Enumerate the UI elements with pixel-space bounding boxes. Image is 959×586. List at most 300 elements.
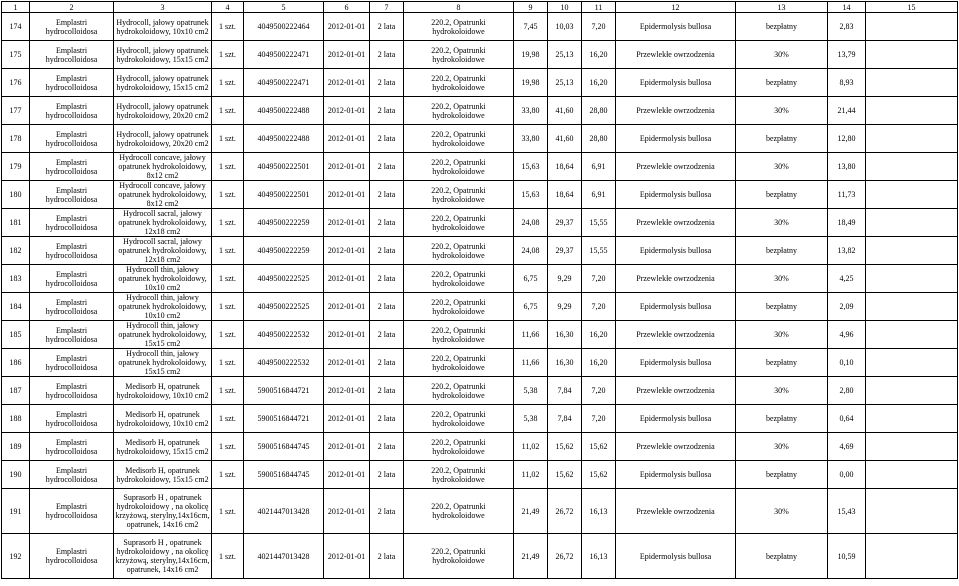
lp-cell: 191	[2, 489, 30, 534]
column-header: 9	[514, 2, 548, 13]
product-name-cell: Hydrocoll concave, jałowy opatrunek hydrokoloidowy, 8x12 cm2	[114, 153, 212, 181]
price-cell: 28,80	[582, 97, 616, 125]
payment-level-cell: bezpłatny	[736, 534, 828, 579]
payment-level-cell: bezpłatny	[736, 69, 828, 97]
package-cell: 1 szt.	[212, 13, 244, 41]
lp-cell: 179	[2, 153, 30, 181]
product-name-cell: Hydrocoll, jałowy opatrunek hydrokoloidowy, 20x20 cm2	[114, 97, 212, 125]
date-cell: 2012-01-01	[324, 377, 370, 405]
product-name-cell: Medisorb H, opatrunek hydrokoloidowy, 15x15 cm2	[114, 433, 212, 461]
indication-cell: Przewlekłe owrzodzenia	[616, 321, 736, 349]
empty-cell	[866, 125, 958, 153]
lp-cell: 182	[2, 237, 30, 265]
surcharge-cell: 0,10	[828, 349, 866, 377]
price-cell: 15,55	[582, 237, 616, 265]
period-cell: 2 lata	[370, 209, 404, 237]
indication-cell: Przewlekłe owrzodzenia	[616, 97, 736, 125]
payment-level-cell: bezpłatny	[736, 13, 828, 41]
column-header: 5	[244, 2, 324, 13]
lp-cell: 177	[2, 97, 30, 125]
surcharge-cell: 18,49	[828, 209, 866, 237]
ean-code-cell: 5900516844721	[244, 405, 324, 433]
substance-cell: Emplastri hydrocolloidosa	[30, 125, 114, 153]
surcharge-cell: 13,80	[828, 153, 866, 181]
date-cell: 2012-01-01	[324, 321, 370, 349]
product-name-cell: Hydrocoll, jałowy opatrunek hydrokoloidowy, 15x15 cm2	[114, 41, 212, 69]
price-cell: 11,02	[514, 461, 548, 489]
price-cell: 7,20	[582, 13, 616, 41]
date-cell: 2012-01-01	[324, 265, 370, 293]
date-cell: 2012-01-01	[324, 405, 370, 433]
price-cell: 15,63	[514, 153, 548, 181]
price-cell: 6,91	[582, 153, 616, 181]
price-cell: 15,55	[582, 209, 616, 237]
payment-level-cell: 30%	[736, 41, 828, 69]
table-row	[2, 534, 958, 579]
period-cell: 2 lata	[370, 181, 404, 209]
indication-cell: Przewlekłe owrzodzenia	[616, 153, 736, 181]
package-cell: 1 szt.	[212, 461, 244, 489]
ean-code-cell: 4021447013428	[244, 489, 324, 534]
column-header: 12	[616, 2, 736, 13]
limit-group-cell: 220.2, Opatrunki hydrokoloidowe	[404, 69, 514, 97]
product-name-cell: Hydrocoll thin, jałowy opatrunek hydrokoloidowy, 10x10 cm2	[114, 265, 212, 293]
period-cell: 2 lata	[370, 377, 404, 405]
date-cell: 2012-01-01	[324, 293, 370, 321]
date-cell: 2012-01-01	[324, 97, 370, 125]
price-cell: 25,13	[548, 41, 582, 69]
payment-level-cell: 30%	[736, 209, 828, 237]
surcharge-cell: 4,25	[828, 265, 866, 293]
empty-cell	[866, 321, 958, 349]
surcharge-cell: 0,64	[828, 405, 866, 433]
price-cell: 9,29	[548, 293, 582, 321]
table-row	[2, 321, 958, 349]
ean-code-cell: 4049500222501	[244, 181, 324, 209]
table-row	[2, 209, 958, 237]
lp-cell: 184	[2, 293, 30, 321]
ean-code-cell: 4049500222525	[244, 265, 324, 293]
indication-cell: Przewlekłe owrzodzenia	[616, 489, 736, 534]
empty-cell	[866, 69, 958, 97]
column-header: 15	[866, 2, 958, 13]
period-cell: 2 lata	[370, 349, 404, 377]
product-name-cell: Hydrocoll, jałowy opatrunek hydrokoloidowy, 20x20 cm2	[114, 125, 212, 153]
payment-level-cell: 30%	[736, 489, 828, 534]
substance-cell: Emplastri hydrocolloidosa	[30, 69, 114, 97]
lp-cell: 189	[2, 433, 30, 461]
payment-level-cell: 30%	[736, 377, 828, 405]
table-row	[2, 265, 958, 293]
indication-cell: Przewlekłe owrzodzenia	[616, 433, 736, 461]
surcharge-cell: 10,59	[828, 534, 866, 579]
product-name-cell: Suprasorb H , opatrunek hydrokoloidowy , na okolicę krzyżową, sterylny,14x16cm, opatrunek, 14x16 cm2	[114, 534, 212, 579]
period-cell: 2 lata	[370, 293, 404, 321]
indication-cell: Przewlekłe owrzodzenia	[616, 377, 736, 405]
price-cell: 33,80	[514, 125, 548, 153]
price-cell: 24,08	[514, 209, 548, 237]
substance-cell: Emplastri hydrocolloidosa	[30, 349, 114, 377]
substance-cell: Emplastri hydrocolloidosa	[30, 209, 114, 237]
date-cell: 2012-01-01	[324, 181, 370, 209]
price-cell: 11,02	[514, 433, 548, 461]
table-row	[2, 125, 958, 153]
price-cell: 16,20	[582, 349, 616, 377]
column-header: 13	[736, 2, 828, 13]
lp-cell: 187	[2, 377, 30, 405]
indication-cell: Epidermolysis bullosa	[616, 534, 736, 579]
ean-code-cell: 4049500222259	[244, 237, 324, 265]
reimbursement-table	[1, 1, 958, 579]
price-cell: 7,20	[582, 293, 616, 321]
limit-group-cell: 220.2, Opatrunki hydrokoloidowe	[404, 534, 514, 579]
period-cell: 2 lata	[370, 237, 404, 265]
period-cell: 2 lata	[370, 125, 404, 153]
ean-code-cell: 5900516844745	[244, 461, 324, 489]
product-name-cell: Hydrocoll, jałowy opatrunek hydrokoloidowy, 15x15 cm2	[114, 69, 212, 97]
table-row	[2, 405, 958, 433]
package-cell: 1 szt.	[212, 97, 244, 125]
ean-code-cell: 4049500222488	[244, 97, 324, 125]
date-cell: 2012-01-01	[324, 489, 370, 534]
price-cell: 18,64	[548, 153, 582, 181]
price-cell: 5,38	[514, 405, 548, 433]
price-cell: 6,91	[582, 181, 616, 209]
table-row	[2, 349, 958, 377]
surcharge-cell: 4,96	[828, 321, 866, 349]
date-cell: 2012-01-01	[324, 461, 370, 489]
table-row	[2, 237, 958, 265]
product-name-cell: Hydrocoll, jałowy opatrunek hydrokoloidowy, 10x10 cm2	[114, 13, 212, 41]
period-cell: 2 lata	[370, 489, 404, 534]
surcharge-cell: 13,82	[828, 237, 866, 265]
column-header: 3	[114, 2, 212, 13]
substance-cell: Emplastri hydrocolloidosa	[30, 97, 114, 125]
price-cell: 7,84	[548, 377, 582, 405]
limit-group-cell: 220.2, Opatrunki hydrokoloidowe	[404, 237, 514, 265]
limit-group-cell: 220.2, Opatrunki hydrokoloidowe	[404, 461, 514, 489]
period-cell: 2 lata	[370, 41, 404, 69]
price-cell: 11,66	[514, 321, 548, 349]
lp-cell: 192	[2, 534, 30, 579]
ean-code-cell: 5900516844745	[244, 433, 324, 461]
empty-cell	[866, 461, 958, 489]
package-cell: 1 szt.	[212, 153, 244, 181]
date-cell: 2012-01-01	[324, 433, 370, 461]
substance-cell: Emplastri hydrocolloidosa	[30, 433, 114, 461]
indication-cell: Epidermolysis bullosa	[616, 461, 736, 489]
period-cell: 2 lata	[370, 13, 404, 41]
surcharge-cell: 8,93	[828, 69, 866, 97]
column-header: 2	[30, 2, 114, 13]
product-name-cell: Hydrocoll thin, jałowy opatrunek hydrokoloidowy, 10x10 cm2	[114, 293, 212, 321]
price-cell: 15,62	[548, 461, 582, 489]
table-row	[2, 489, 958, 534]
product-name-cell: Medisorb H, opatrunek hydrokoloidowy, 10x10 cm2	[114, 405, 212, 433]
period-cell: 2 lata	[370, 433, 404, 461]
date-cell: 2012-01-01	[324, 13, 370, 41]
product-name-cell: Hydrocoll thin, jałowy opatrunek hydrokoloidowy, 15x15 cm2	[114, 349, 212, 377]
surcharge-cell: 12,80	[828, 125, 866, 153]
surcharge-cell: 15,43	[828, 489, 866, 534]
empty-cell	[866, 534, 958, 579]
ean-code-cell: 4049500222259	[244, 209, 324, 237]
payment-level-cell: 30%	[736, 321, 828, 349]
lp-cell: 190	[2, 461, 30, 489]
empty-cell	[866, 237, 958, 265]
surcharge-cell: 4,69	[828, 433, 866, 461]
empty-cell	[866, 433, 958, 461]
substance-cell: Emplastri hydrocolloidosa	[30, 377, 114, 405]
price-cell: 6,75	[514, 293, 548, 321]
price-cell: 18,64	[548, 181, 582, 209]
date-cell: 2012-01-01	[324, 237, 370, 265]
substance-cell: Emplastri hydrocolloidosa	[30, 321, 114, 349]
package-cell: 1 szt.	[212, 293, 244, 321]
indication-cell: Epidermolysis bullosa	[616, 69, 736, 97]
price-cell: 21,49	[514, 489, 548, 534]
lp-cell: 185	[2, 321, 30, 349]
period-cell: 2 lata	[370, 461, 404, 489]
indication-cell: Przewlekłe owrzodzenia	[616, 209, 736, 237]
column-header: 10	[548, 2, 582, 13]
indication-cell: Epidermolysis bullosa	[616, 181, 736, 209]
empty-cell	[866, 293, 958, 321]
payment-level-cell: bezpłatny	[736, 125, 828, 153]
price-cell: 7,45	[514, 13, 548, 41]
indication-cell: Epidermolysis bullosa	[616, 237, 736, 265]
substance-cell: Emplastri hydrocolloidosa	[30, 461, 114, 489]
table-row	[2, 153, 958, 181]
price-cell: 16,20	[582, 69, 616, 97]
indication-cell: Epidermolysis bullosa	[616, 293, 736, 321]
product-name-cell: Hydrocoll sacral, jałowy opatrunek hydrokoloidowy, 12x18 cm2	[114, 209, 212, 237]
empty-cell	[866, 181, 958, 209]
ean-code-cell: 4049500222464	[244, 13, 324, 41]
product-name-cell: Medisorb H, opatrunek hydrokoloidowy, 10x10 cm2	[114, 377, 212, 405]
table-row	[2, 181, 958, 209]
price-cell: 19,98	[514, 41, 548, 69]
price-cell: 26,72	[548, 534, 582, 579]
indication-cell: Epidermolysis bullosa	[616, 125, 736, 153]
price-cell: 41,60	[548, 125, 582, 153]
period-cell: 2 lata	[370, 153, 404, 181]
price-cell: 26,72	[548, 489, 582, 534]
price-cell: 33,80	[514, 97, 548, 125]
substance-cell: Emplastri hydrocolloidosa	[30, 41, 114, 69]
lp-cell: 180	[2, 181, 30, 209]
date-cell: 2012-01-01	[324, 209, 370, 237]
package-cell: 1 szt.	[212, 209, 244, 237]
package-cell: 1 szt.	[212, 69, 244, 97]
price-cell: 7,20	[582, 265, 616, 293]
payment-level-cell: 30%	[736, 97, 828, 125]
surcharge-cell: 13,79	[828, 41, 866, 69]
price-cell: 25,13	[548, 69, 582, 97]
limit-group-cell: 220.2, Opatrunki hydrokoloidowe	[404, 97, 514, 125]
column-header: 4	[212, 2, 244, 13]
ean-code-cell: 4049500222488	[244, 125, 324, 153]
period-cell: 2 lata	[370, 321, 404, 349]
ean-code-cell: 4049500222471	[244, 69, 324, 97]
price-cell: 7,20	[582, 377, 616, 405]
price-cell: 29,37	[548, 209, 582, 237]
date-cell: 2012-01-01	[324, 69, 370, 97]
substance-cell: Emplastri hydrocolloidosa	[30, 534, 114, 579]
ean-code-cell: 5900516844721	[244, 377, 324, 405]
package-cell: 1 szt.	[212, 349, 244, 377]
column-header: 7	[370, 2, 404, 13]
package-cell: 1 szt.	[212, 405, 244, 433]
product-name-cell: Suprasorb H , opatrunek hydrokoloidowy , na okolicę krzyżową, sterylny,14x16cm, opatrunek, 14x16 cm2	[114, 489, 212, 534]
price-cell: 16,13	[582, 489, 616, 534]
period-cell: 2 lata	[370, 69, 404, 97]
payment-level-cell: 30%	[736, 433, 828, 461]
price-cell: 21,49	[514, 534, 548, 579]
ean-code-cell: 4021447013428	[244, 534, 324, 579]
date-cell: 2012-01-01	[324, 41, 370, 69]
substance-cell: Emplastri hydrocolloidosa	[30, 489, 114, 534]
column-header: 6	[324, 2, 370, 13]
period-cell: 2 lata	[370, 405, 404, 433]
table-body	[2, 2, 958, 579]
empty-cell	[866, 265, 958, 293]
empty-cell	[866, 13, 958, 41]
lp-cell: 183	[2, 265, 30, 293]
empty-cell	[866, 349, 958, 377]
payment-level-cell: bezpłatny	[736, 293, 828, 321]
substance-cell: Emplastri hydrocolloidosa	[30, 13, 114, 41]
payment-level-cell: 30%	[736, 265, 828, 293]
limit-group-cell: 220.2, Opatrunki hydrokoloidowe	[404, 265, 514, 293]
price-cell: 29,37	[548, 237, 582, 265]
surcharge-cell: 2,09	[828, 293, 866, 321]
price-cell: 16,13	[582, 534, 616, 579]
substance-cell: Emplastri hydrocolloidosa	[30, 265, 114, 293]
price-cell: 7,84	[548, 405, 582, 433]
payment-level-cell: bezpłatny	[736, 349, 828, 377]
payment-level-cell: bezpłatny	[736, 181, 828, 209]
payment-level-cell: 30%	[736, 153, 828, 181]
empty-cell	[866, 41, 958, 69]
limit-group-cell: 220.2, Opatrunki hydrokoloidowe	[404, 433, 514, 461]
substance-cell: Emplastri hydrocolloidosa	[30, 237, 114, 265]
limit-group-cell: 220.2, Opatrunki hydrokoloidowe	[404, 377, 514, 405]
lp-cell: 188	[2, 405, 30, 433]
substance-cell: Emplastri hydrocolloidosa	[30, 181, 114, 209]
surcharge-cell: 21,44	[828, 97, 866, 125]
indication-cell: Epidermolysis bullosa	[616, 349, 736, 377]
limit-group-cell: 220.2, Opatrunki hydrokoloidowe	[404, 321, 514, 349]
indication-cell: Epidermolysis bullosa	[616, 13, 736, 41]
limit-group-cell: 220.2, Opatrunki hydrokoloidowe	[404, 209, 514, 237]
package-cell: 1 szt.	[212, 489, 244, 534]
product-name-cell: Hydrocoll thin, jałowy opatrunek hydrokoloidowy, 15x15 cm2	[114, 321, 212, 349]
payment-level-cell: bezpłatny	[736, 237, 828, 265]
price-cell: 16,20	[582, 41, 616, 69]
ean-code-cell: 4049500222532	[244, 321, 324, 349]
price-cell: 16,30	[548, 321, 582, 349]
surcharge-cell: 11,73	[828, 181, 866, 209]
price-cell: 7,20	[582, 405, 616, 433]
table-row	[2, 433, 958, 461]
limit-group-cell: 220.2, Opatrunki hydrokoloidowe	[404, 181, 514, 209]
ean-code-cell: 4049500222532	[244, 349, 324, 377]
ean-code-cell: 4049500222471	[244, 41, 324, 69]
empty-cell	[866, 405, 958, 433]
substance-cell: Emplastri hydrocolloidosa	[30, 293, 114, 321]
surcharge-cell: 2,80	[828, 377, 866, 405]
date-cell: 2012-01-01	[324, 534, 370, 579]
price-cell: 9,29	[548, 265, 582, 293]
package-cell: 1 szt.	[212, 237, 244, 265]
price-cell: 15,62	[582, 433, 616, 461]
lp-cell: 186	[2, 349, 30, 377]
date-cell: 2012-01-01	[324, 349, 370, 377]
limit-group-cell: 220.2, Opatrunki hydrokoloidowe	[404, 349, 514, 377]
table-row	[2, 13, 958, 41]
package-cell: 1 szt.	[212, 433, 244, 461]
period-cell: 2 lata	[370, 534, 404, 579]
price-cell: 5,38	[514, 377, 548, 405]
package-cell: 1 szt.	[212, 377, 244, 405]
indication-cell: Przewlekłe owrzodzenia	[616, 265, 736, 293]
product-name-cell: Hydrocoll concave, jałowy opatrunek hydrokoloidowy, 8x12 cm2	[114, 181, 212, 209]
limit-group-cell: 220.2, Opatrunki hydrokoloidowe	[404, 153, 514, 181]
header-row	[2, 2, 958, 13]
limit-group-cell: 220.2, Opatrunki hydrokoloidowe	[404, 13, 514, 41]
column-header: 8	[404, 2, 514, 13]
package-cell: 1 szt.	[212, 321, 244, 349]
price-cell: 11,66	[514, 349, 548, 377]
limit-group-cell: 220.2, Opatrunki hydrokoloidowe	[404, 489, 514, 534]
lp-cell: 176	[2, 69, 30, 97]
lp-cell: 178	[2, 125, 30, 153]
ean-code-cell: 4049500222525	[244, 293, 324, 321]
product-name-cell: Hydrocoll sacral, jałowy opatrunek hydrokoloidowy, 12x18 cm2	[114, 237, 212, 265]
payment-level-cell: bezpłatny	[736, 461, 828, 489]
column-header: 11	[582, 2, 616, 13]
price-cell: 15,62	[582, 461, 616, 489]
substance-cell: Emplastri hydrocolloidosa	[30, 405, 114, 433]
package-cell: 1 szt.	[212, 125, 244, 153]
indication-cell: Epidermolysis bullosa	[616, 405, 736, 433]
limit-group-cell: 220.2, Opatrunki hydrokoloidowe	[404, 41, 514, 69]
package-cell: 1 szt.	[212, 181, 244, 209]
empty-cell	[866, 377, 958, 405]
surcharge-cell: 0,00	[828, 461, 866, 489]
payment-level-cell: bezpłatny	[736, 405, 828, 433]
table-row	[2, 97, 958, 125]
empty-cell	[866, 489, 958, 534]
limit-group-cell: 220.2, Opatrunki hydrokoloidowe	[404, 125, 514, 153]
price-cell: 16,20	[582, 321, 616, 349]
price-cell: 16,30	[548, 349, 582, 377]
price-cell: 19,98	[514, 69, 548, 97]
date-cell: 2012-01-01	[324, 153, 370, 181]
price-cell: 15,62	[548, 433, 582, 461]
price-cell: 24,08	[514, 237, 548, 265]
table-row	[2, 41, 958, 69]
empty-cell	[866, 97, 958, 125]
table-row	[2, 377, 958, 405]
lp-cell: 174	[2, 13, 30, 41]
price-cell: 41,60	[548, 97, 582, 125]
table-row	[2, 69, 958, 97]
column-header: 14	[828, 2, 866, 13]
price-cell: 15,63	[514, 181, 548, 209]
period-cell: 2 lata	[370, 97, 404, 125]
